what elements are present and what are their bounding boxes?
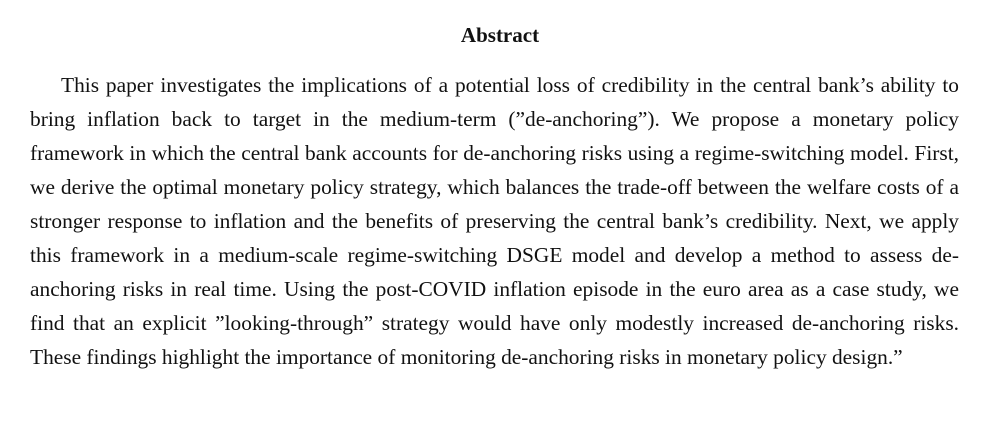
abstract-heading: Abstract — [460, 23, 540, 47]
abstract-paragraph: This paper investigates the implications of a potential loss of credibility in the central bank’s ability to bring inflation back to target in the medium-term (”de-anchoring”). We propose a monetary policy framework in which the central bank accounts for de-anchoring risks using a regime-switching model. First, we derive the optimal monetary policy strategy, which balances the trade-off between the welfare costs of a stronger response to inflation and the benefits of preserving the central bank’s credibility. Next, we apply this framework in a medium-scale regime-switching DSGE model and develop a method to assess de-anchoring risks in real time. Using the post-COVID inflation episode in the euro area as a case study, we find that an explicit ”looking-through” strategy would have only modestly increased de-anchoring risks. These findings highlight the importance of monitoring de-anchoring risks in monetary policy design.” — [30, 73, 959, 369]
